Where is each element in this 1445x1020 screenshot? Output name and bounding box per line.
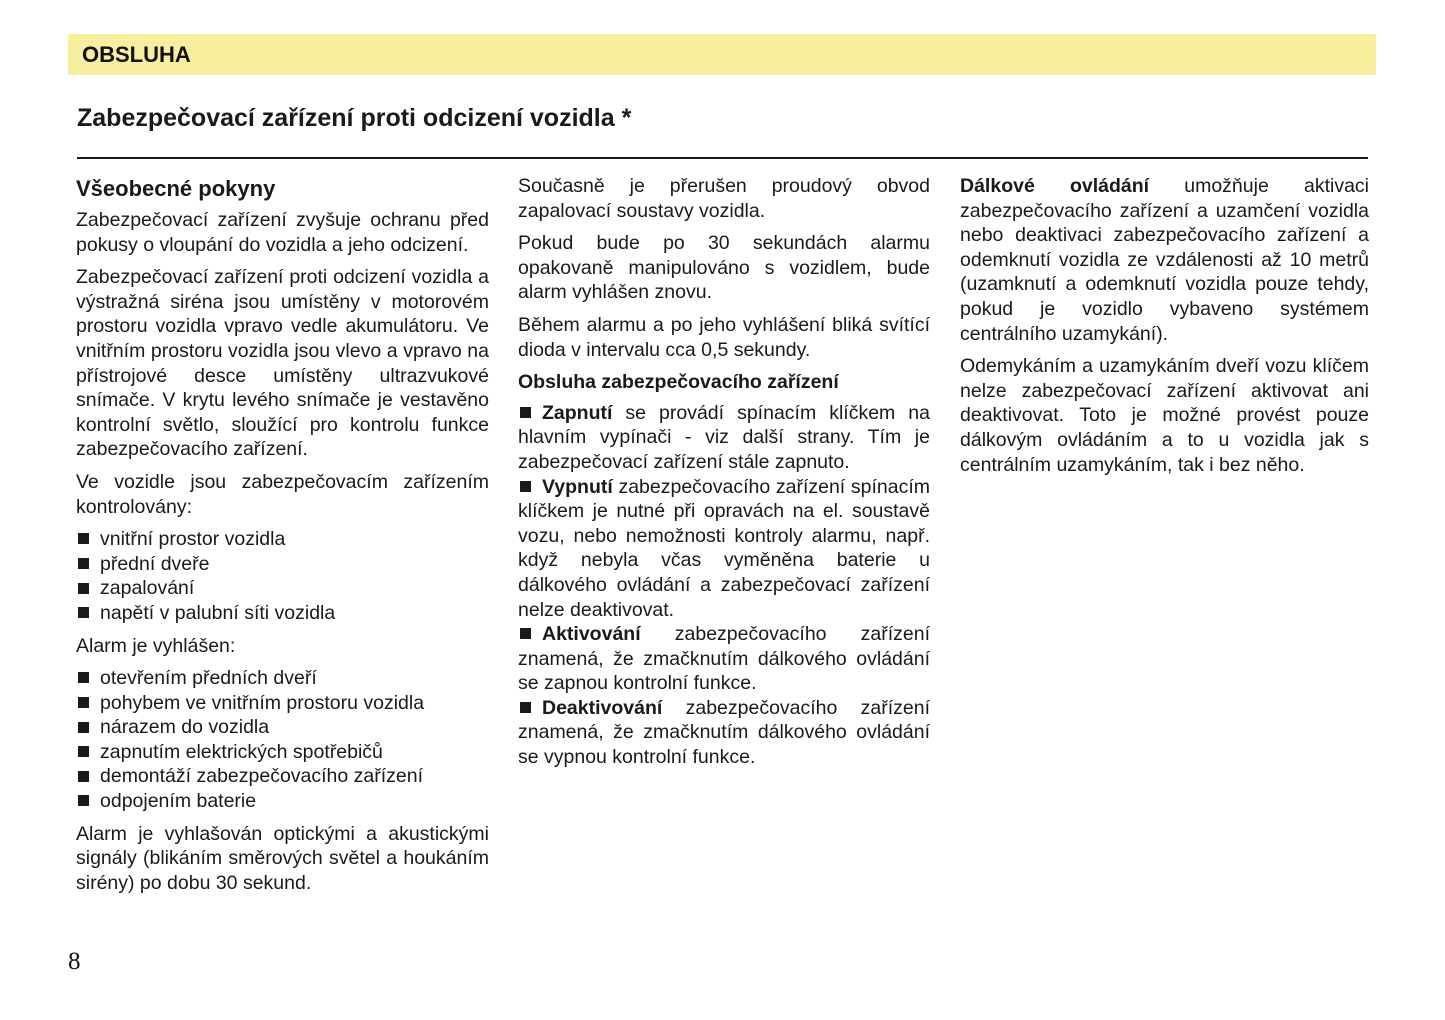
bullet-square-icon [78,697,89,708]
paragraph: Alarm je vyhlášen: [76,634,236,657]
list-item: zapalování [76,576,489,601]
list-item: otevřením předních dveří [76,666,489,691]
monitored-list [76,527,489,625]
bullet-square-icon [78,771,89,782]
paragraph: Zabezpečovací zařízení zvyšuje ochranu před pokusy o vloupání do vozidla a jeho odcizení. [76,209,489,256]
remote-control-term: Dálkové ovládání [960,175,1150,197]
paragraph: Během alarmu a po jeho vyhlášení bliká svítící dioda v intervalu cca 0,5 sekundy. [518,313,930,361]
bullet-square-icon [78,795,89,806]
alarm-trigger-list [76,666,489,814]
bullet-square-icon [520,407,531,418]
operation-item: Zapnutí se provádí spínacím klíčkem na hlavním vypínači - viz další strany. Tím je zabezpečovací zařízení stále zapnuto. [518,401,930,473]
operation-item: Aktivování zabezpečovacího zařízení znamená, že zmačknutím dálkového ovládání se zapnou kontrolní funkce. [518,623,930,695]
bullet-square-icon [78,672,89,683]
bullet-square-icon [78,533,89,544]
list-item: odpojením baterie [76,789,489,814]
section-label: OBSLUHA [82,42,191,67]
operation-item: Deaktivování zabezpečovacího zařízení znamená, že zmačknutím dálkového ovládání se vypnou kontrolní funkce. [518,696,930,769]
paragraph: Zabezpečovací zařízení proti odcizení vozidla a výstražná siréna jsou umístěny v motorovém prostoru vozidla vpravo vedle akumulátoru. Ve vnitřním prostoru vozidla jsou vlevo a vpravo na přístrojové desce umístěny ultrazvukové snímače. V krytu levého snímače je vestavěno kontrolní světlo, sloužící pro kontrolu funkce zabezpečovacího zařízení. [76,266,489,461]
list-item: vnitřní prostor vozidla [76,527,489,552]
bullet-square-icon [520,481,531,492]
list-item: zapnutím elektrických spotřebičů [76,740,489,765]
paragraph: Současně je přerušen proudový obvod zapalovací soustavy vozidla. [518,175,930,222]
heading-general-instructions: Všeobecné pokyny [76,176,276,201]
column-3 [960,174,1369,485]
bullet-square-icon [78,722,89,733]
operation-item: Vypnutí zabezpečovacího zařízení spínacím klíčkem je nutné při opravách na el. soustavě vozu, nebo nemožnosti kontroly alarmu, např. když nebyla včas vyměněna baterie u dálkového ovládání a zabezpečovací zařízení nelze deaktivovat. [518,475,930,621]
paragraph: Pokud bude po 30 sekundách alarmu opakovaně manipulováno s vozidlem, bude alarm vyhlášen znovu. [518,232,930,304]
bullet-square-icon [520,702,531,713]
column-2 [518,174,930,770]
list-item: demontáží zabezpečovacího zařízení [76,764,489,789]
paragraph: Dálkové ovládání umožňuje aktivaci zabezpečovacího zařízení a uzamčení vozidla nebo deaktivaci zabezpečovacího zařízení a odemknutí vozidla ze vzdálenosti až 10 metrů (uzamknutí a odemknutí vozidla pouze tehdy, pokud je vozidlo vybaveno systémem centrálního uzamykání). [960,175,1369,345]
paragraph: Odemykáním a uzamykáním dveří vozu klíčem nelze zabezpečovací zařízení aktivovat ani deaktivovat. Toto je možné provést pouze dálkovým ovládáním a to u vozidla jak s centrálním uzamykáním, tak i bez něho. [960,355,1369,476]
bullet-square-icon [78,558,89,569]
column-1 [76,174,489,903]
list-item: pohybem ve vnitřním prostoru vozidla [76,691,489,716]
paragraph: Alarm je vyhlašován optickými a akustickými signály (blikáním směrových světel a houkáním sirény) po dobu 30 sekund. [76,822,489,894]
heading-operation: Obsluha zabezpečovacího zařízení [518,371,839,394]
list-item: přední dveře [76,552,489,577]
bullet-square-icon [78,583,89,594]
page-number: 8 [68,948,81,975]
section-header-band [68,34,1376,75]
bullet-square-icon [78,607,89,618]
list-item: napětí v palubní síti vozidla [76,601,489,626]
bullet-square-icon [78,746,89,757]
paragraph: Ve vozidle jsou zabezpečovacím zařízením kontrolovány: [76,470,489,518]
bullet-square-icon [520,628,531,639]
list-item: nárazem do vozidla [76,715,489,740]
title-divider [77,157,1368,159]
page-title: Zabezpečovací zařízení proti odcizení vozidla * [77,104,632,132]
